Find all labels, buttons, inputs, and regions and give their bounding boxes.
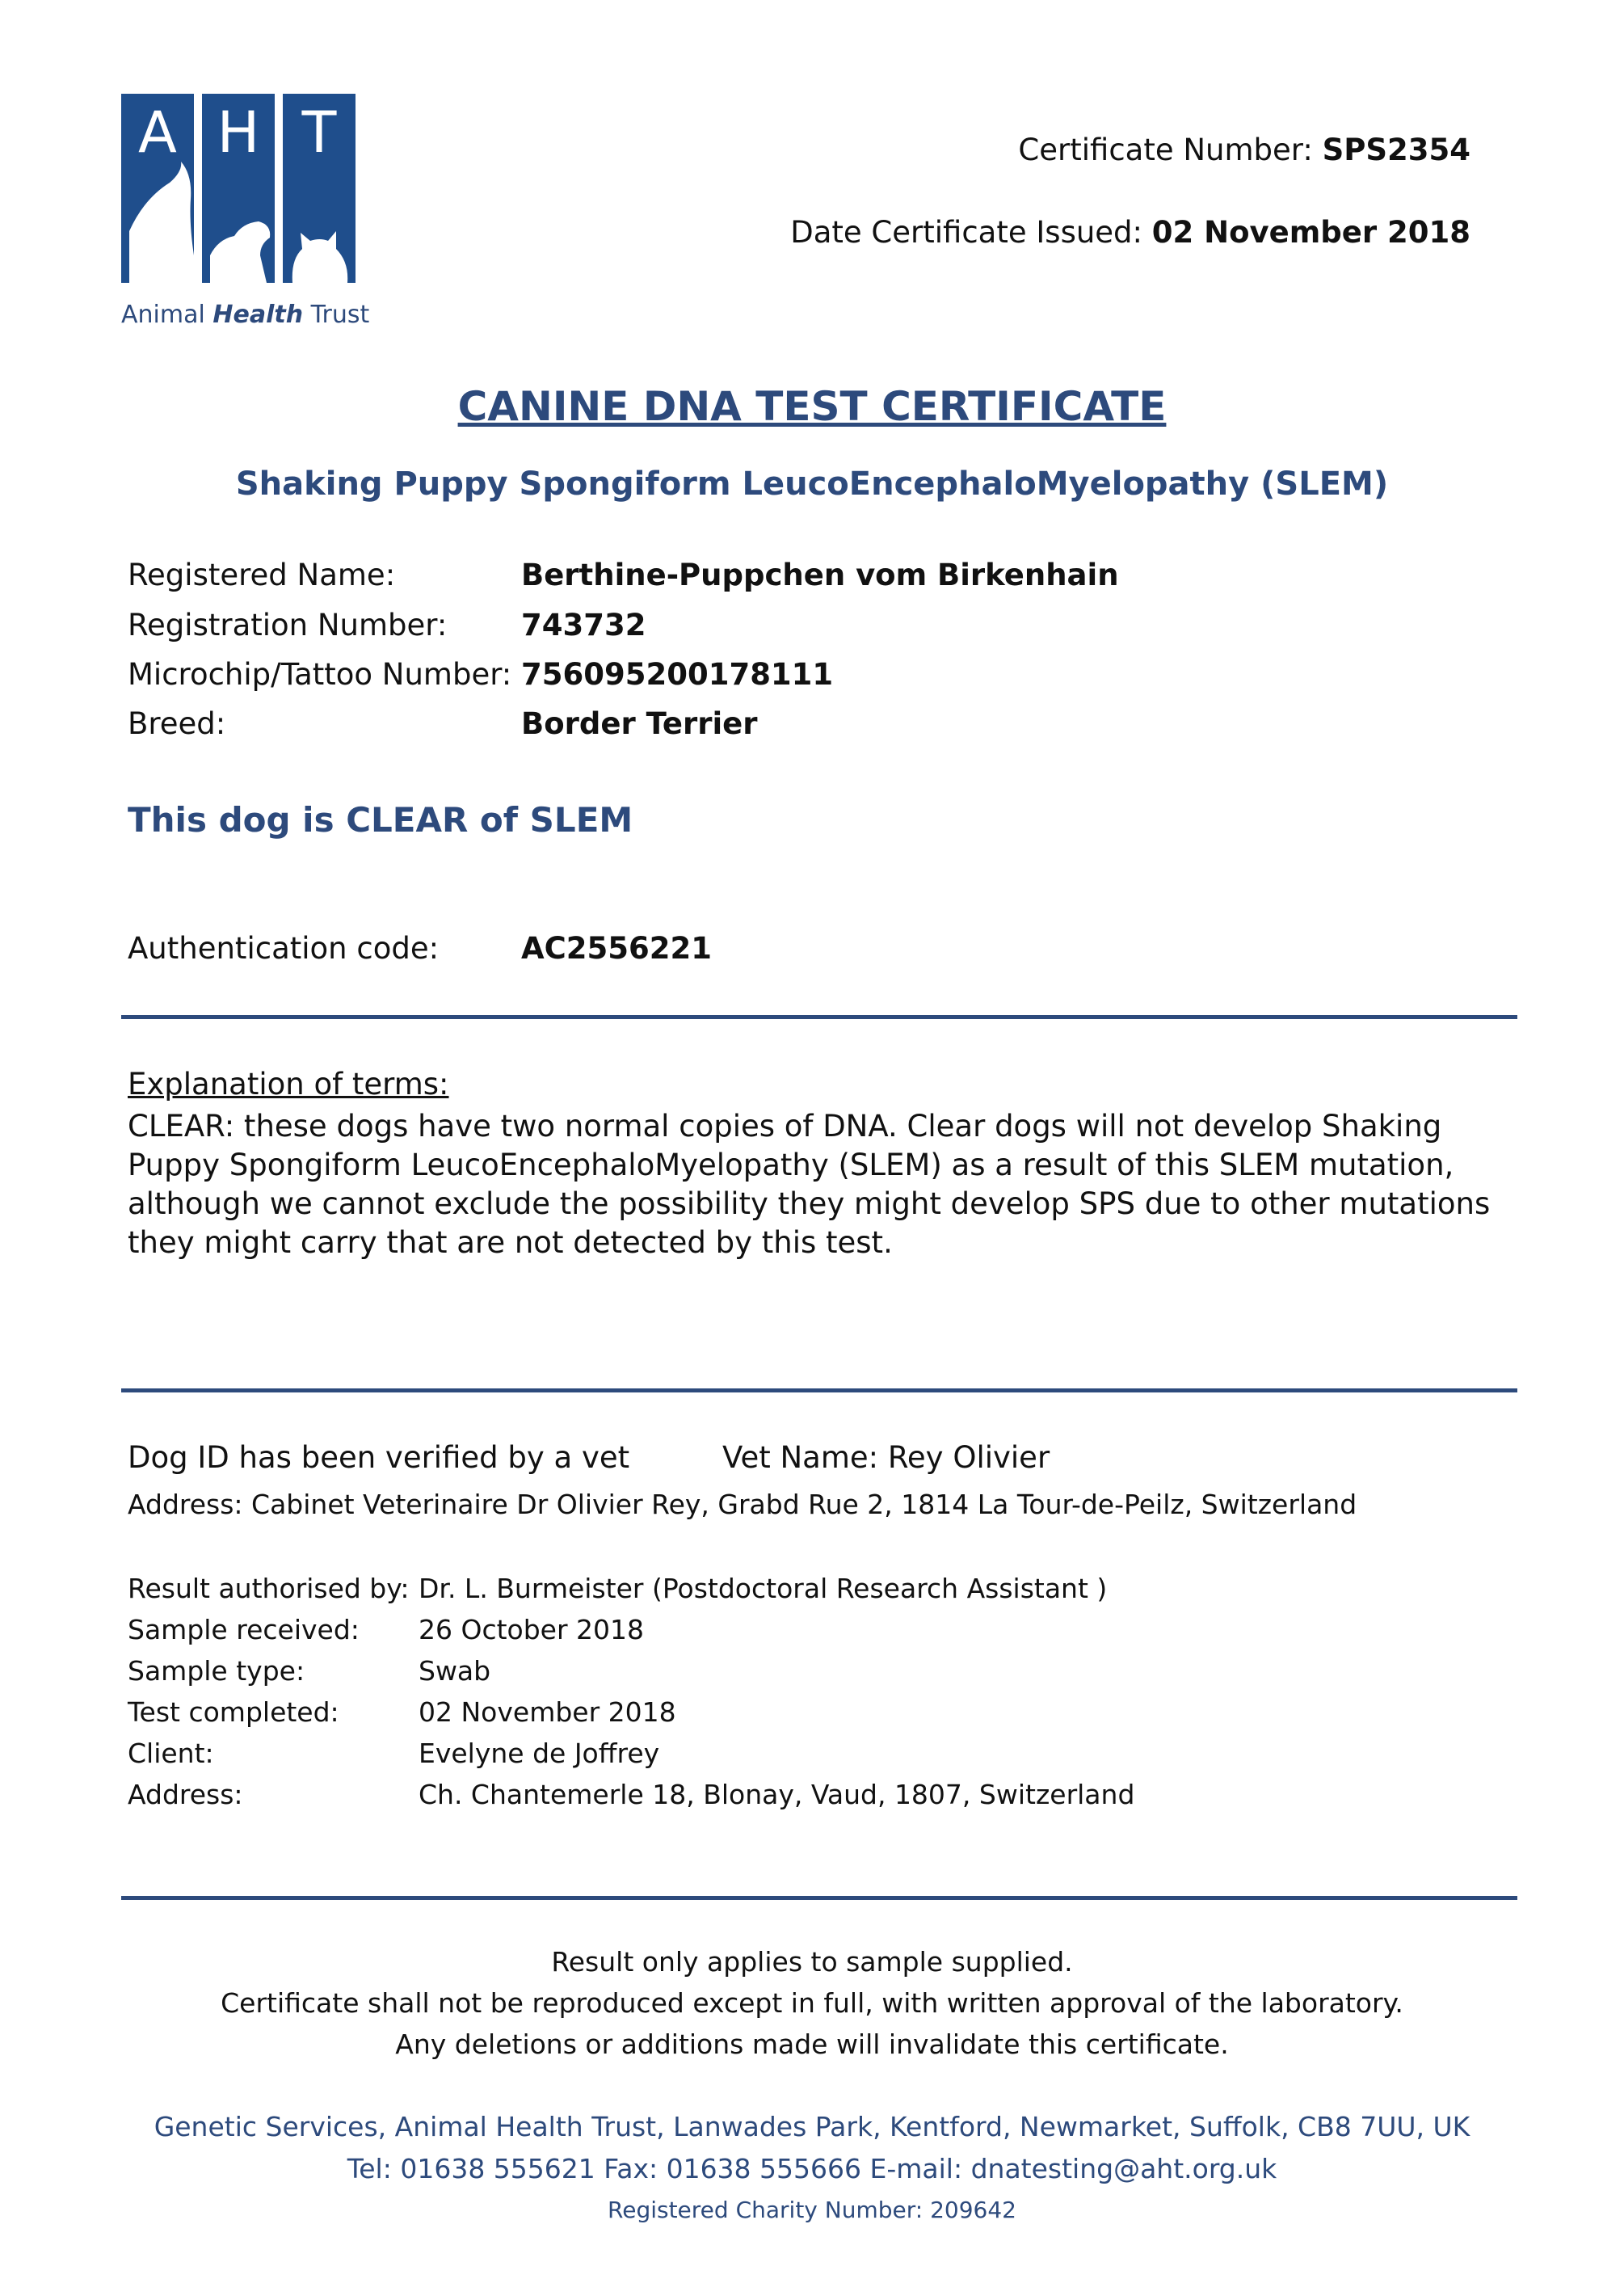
logo-wordmark — [121, 301, 369, 329]
explanation-heading: Explanation of terms: — [128, 1067, 449, 1102]
logo-letter-h: H — [217, 99, 260, 166]
certificate-number-label: Certificate Number: — [1018, 133, 1313, 167]
footer-contact: Tel: 01638 555621 Fax: 01638 555666 E-mail: dnatesting@aht.org.uk — [347, 2153, 1277, 2184]
sample-received: 26 October 2018 — [419, 1614, 645, 1645]
sample-type-label: Sample type: — [128, 1655, 305, 1687]
certificate-title: CANINE DNA TEST CERTIFICATE — [457, 383, 1167, 430]
test-completed: 02 November 2018 — [419, 1696, 676, 1728]
date-issued-label: Date Certificate Issued: — [790, 215, 1143, 250]
client-label: Client: — [128, 1738, 214, 1769]
logo-name-prefix: Animal — [121, 301, 205, 329]
footer-address: Genetic Services, Animal Health Trust, Lanwades Park, Kentford, Newmarket, Suffolk, CB8 7UU, UK — [154, 2111, 1470, 2142]
registration-number: 743732 — [521, 608, 646, 642]
logo-letter-a: A — [138, 99, 177, 166]
divider-3 — [121, 1896, 1517, 1900]
client-address-label: Address: — [128, 1779, 243, 1810]
disclaimer-line-2: Certificate shall not be reproduced except in full, with written approval of the laboratory. — [221, 1987, 1403, 2019]
date-issued-row — [790, 215, 1470, 250]
registered-name: Berthine-Puppchen vom Birkenhain — [521, 558, 1119, 592]
authentication-label: Authentication code: — [128, 931, 440, 966]
registration-number-label: Registration Number: — [128, 608, 448, 642]
logo-name-emph: Health — [212, 301, 304, 329]
explanation-body: CLEAR: these dogs have two normal copies of DNA. Clear dogs will not develop Shaking Puppy Spongiform LeucoEncephaloMyelopathy (SLEM) as a result of this SLEM mutation, although we cannot exclude the possibility they might develop SPS due to other mutations they might carry that are not detected by this test. — [128, 1109, 1491, 1260]
logo-letter-t: T — [301, 99, 337, 166]
breed-label: Breed: — [128, 706, 226, 741]
certificate-number-row — [1018, 133, 1470, 167]
breed: Border Terrier — [521, 706, 758, 741]
vet-name: Vet Name: Rey Olivier — [722, 1440, 1050, 1475]
certificate-number: SPS2354 — [1322, 133, 1470, 167]
microchip-label: Microchip/Tattoo Number: — [128, 657, 512, 692]
disclaimer-line-1: Result only applies to sample supplied. — [551, 1946, 1073, 1978]
aht-logo — [121, 94, 356, 328]
test-completed-label: Test completed: — [128, 1696, 339, 1728]
registered-name-label: Registered Name: — [128, 558, 396, 592]
authorised-by-label: Result authorised by: — [128, 1573, 410, 1604]
certificate-subtitle: Shaking Puppy Spongiform LeucoEncephaloMyelopathy (SLEM) — [235, 465, 1389, 503]
divider-2 — [121, 1388, 1517, 1392]
result-status: This dog is CLEAR of SLEM — [128, 800, 633, 840]
sample-received-label: Sample received: — [128, 1614, 360, 1645]
microchip-number: 756095200178111 — [521, 657, 834, 692]
client-address: Ch. Chantemerle 18, Blonay, Vaud, 1807, Switzerland — [419, 1779, 1135, 1810]
vet-address: Address: Cabinet Veterinaire Dr Olivier Rey, Grabd Rue 2, 1814 La Tour-de-Peilz, Switzerland — [128, 1489, 1357, 1520]
divider-1 — [121, 1015, 1517, 1019]
logo-name-suffix: Trust — [310, 301, 370, 329]
sample-type: Swab — [419, 1655, 491, 1687]
date-issued: 02 November 2018 — [1151, 215, 1470, 250]
vet-verified: Dog ID has been verified by a vet — [128, 1440, 630, 1475]
authorised-by: Dr. L. Burmeister (Postdoctoral Research Assistant ) — [419, 1573, 1108, 1604]
footer-charity: Registered Charity Number: 209642 — [608, 2197, 1016, 2223]
authentication-code: AC2556221 — [521, 931, 713, 966]
disclaimer-line-3: Any deletions or additions made will invalidate this certificate. — [395, 2028, 1229, 2060]
client: Evelyne de Joffrey — [419, 1738, 660, 1769]
